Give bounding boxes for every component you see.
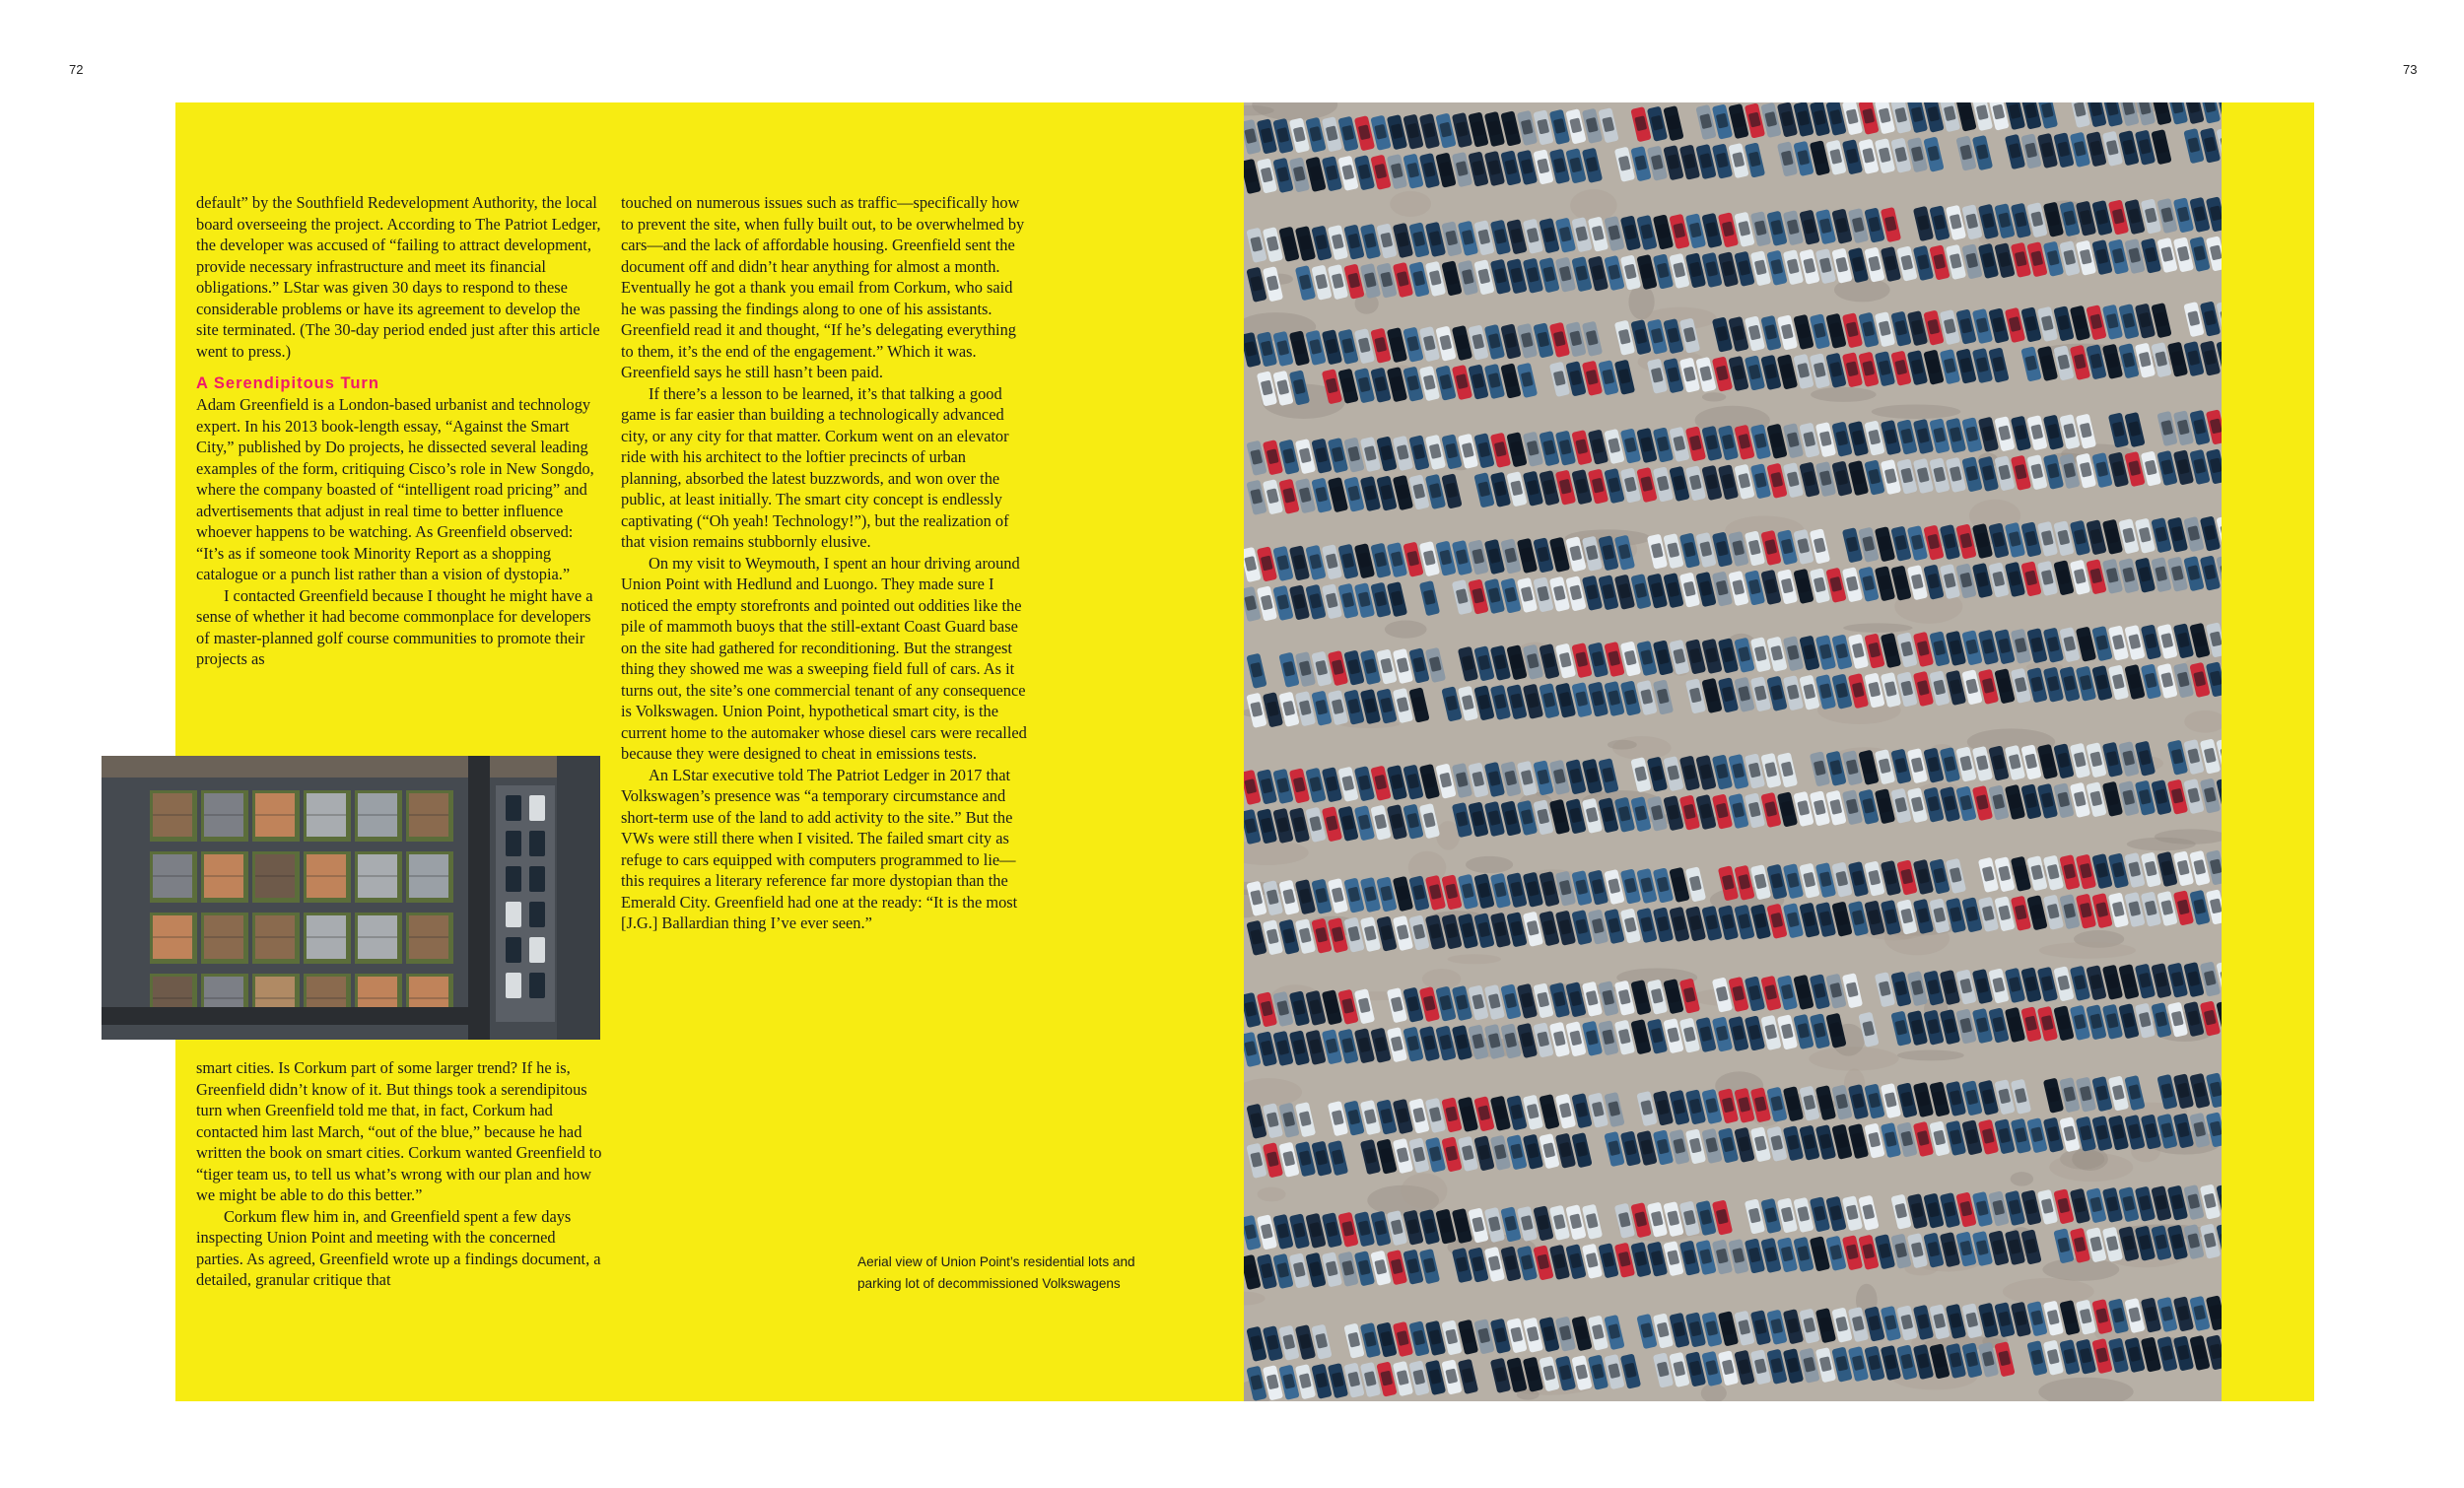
- paragraph: If there’s a lesson to be learned, it’s that talking a good game is far easier than building a technologically advanced city, or any city for that matter. Corkum went on an elevator ride with his architect to the loftier precincts of urban planning, absorbed the latest buzzwords, and won over the public, at least initially. The smart city concept is endlessly captivating (“Oh yeah! Technology!”), but the realization of that vision remains stubbornly elusive.: [621, 383, 1009, 551]
- parking-lot-aerial-photo: [1244, 102, 2222, 1401]
- paragraph: Corkum flew him in, and Greenfield spent a few days inspecting Union Point and meeting with the concerned parties. As agreed, Greenfield wrote up a findings document, a detailed, granular critique that: [196, 1206, 601, 1289]
- column-1-top: [196, 192, 602, 670]
- paragraph: touched on numerous issues such as traffic—specifically how to prevent the site, when fully built out, to be overwhelmed by cars—and the lack of affordable housing. Greenfield sent the document off and didn’t hear anything for almost a month. Eventually he got a thank you email from Corkum, who said he was passing the findings along to one of his assistants. Greenfield read it and thought, “If he’s delegating everything to them, it’s the end of the engagement.” Which it was. Greenfield says he still hasn’t been paid.: [621, 193, 1025, 381]
- subhead: A Serendipitous Turn: [196, 374, 379, 392]
- paragraph: An LStar executive told The Patriot Ledger in 2017 that Volkswagen’s presence was “a temporary circumstance and short-term use of the land to add activity to the site.” But the VWs were still there when I visited. The failed smart city as refuge to cars equipped with computers programmed to lie—this requires a literary reference far more dystopian than the Emerald City. Greenfield had one at the ready: “It is the most [J.G.] Ballardian thing I’ve ever seen.”: [621, 765, 1018, 932]
- photo-caption: Aerial view of Union Point’s residential lots and parking lot of decommissioned Volkswagens: [857, 1254, 1135, 1291]
- page-number-right: 73: [2403, 62, 2418, 77]
- paragraph: smart cities. Is Corkum part of some larger trend? If he is, Greenfield didn’t know of it. But things took a serendipitous turn when Greenfield told me that, in fact, Corkum had contacted him last March, “out of the blue,” because he had written the book on smart cities. Corkum wanted Greenfield to “tiger team us, to tell us what’s wrong with our plan and how we might be able to do this better.”: [196, 1058, 602, 1204]
- column-1-bottom: [196, 1057, 602, 1291]
- paragraph: On my visit to Weymouth, I spent an hour driving around Union Point with Hedlund and Luongo. They made sure I noticed the empty storefronts and pointed out oddities like the pile of mammoth buoys that the still-extant Coast Guard base on the site had gathered for reconditioning. But the strangest thing they showed me was a sweeping field full of cars. As it turns out, the site’s one commercial tenant of any consequence is Volkswagen. Union Point, hypothetical smart city, is the current home to the automaker whose diesel cars were recalled because they were designed to cheat in emissions tests.: [621, 553, 1027, 763]
- paragraph: default” by the Southfield Redevelopment Authority, the local board overseeing the project. According to The Patriot Ledger, the developer was accused of “failing to attract development, provide necessary infrastructure and meet its financial obligations.” LStar was given 30 days to respond to these considerable problems or have its agreement to develop the site terminated. (The 30-day period ended just after this article went to press.): [196, 193, 601, 361]
- column-2: [621, 192, 1027, 934]
- residential-lots-photo: [102, 756, 600, 1040]
- paragraph: I contacted Greenfield because I thought he might have a sense of whether it had become commonplace for developers of master-planned golf course communities to promote their projects as: [196, 585, 593, 668]
- page-number-left: 72: [69, 62, 84, 77]
- paragraph: Adam Greenfield is a London-based urbanist and technology expert. In his 2013 book-length essay, “Against the Smart City,” published by Do projects, he dissected several leading examples of the form, critiquing Cisco’s role in New Songdo, where the company boasted of “intelligent road pricing” and advertisements that adjust in real time to better influence whoever happens to be watching. As Greenfield observed: “It’s as if someone took Minority Report as a shopping catalogue or a punch list rather than a vision of dystopia.”: [196, 395, 594, 583]
